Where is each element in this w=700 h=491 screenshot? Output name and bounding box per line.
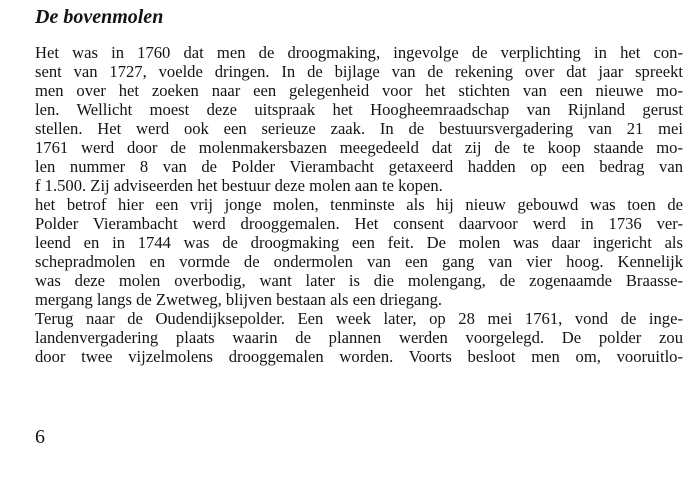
text-line: sent van 1727, voelde dringen. In de bijlage van de rekening over dat jaar spreekt bbox=[35, 62, 683, 81]
body-text bbox=[35, 43, 683, 366]
text-line: leend en in 1744 was de droogmaking een feit. De molen was daar ingericht als bbox=[35, 233, 683, 252]
section-title: De bovenmolen bbox=[35, 6, 164, 28]
text-line: schepradmolen en vormde de ondermolen van een gang van vier hoog. Kennelijk bbox=[35, 252, 683, 271]
text-line: het betrof hier een vrij jonge molen, tenminste als hij nieuw gebouwd was toen de bbox=[35, 195, 683, 214]
text-line: landenvergadering plaats waarin de plannen werden voorgelegd. De polder zou bbox=[35, 328, 683, 347]
text-line: mergang langs de Zwetweg, blijven bestaan als een driegang. bbox=[35, 290, 443, 309]
text-line: f 1.500. Zij adviseerden het bestuur deze molen aan te kopen. bbox=[35, 176, 443, 195]
text-line: was deze molen overbodig, want later is die molengang, de zogenaamde Braasse- bbox=[35, 271, 683, 290]
text-line: men over het zoeken naar een gelegenheid voor het stichten van een nieuwe mo- bbox=[35, 81, 683, 100]
text-line: Het was in 1760 dat men de droogmaking, ingevolge de verplichting in het con- bbox=[35, 43, 683, 62]
text-line: door twee vijzelmolens drooggemalen worden. Voorts besloot men om, vooruitlo- bbox=[35, 347, 683, 366]
text-line: Terug naar de Oudendijksepolder. Een week later, op 28 mei 1761, vond de inge- bbox=[35, 309, 683, 328]
text-line: len. Wellicht moest deze uitspraak het Hoogheemraadschap van Rijnland gerust bbox=[35, 100, 683, 119]
text-line: 1761 werd door de molenmakersbazen meegedeeld dat zij de te koop staande mo- bbox=[35, 138, 683, 157]
text-line: stellen. Het werd ook een serieuze zaak. In de bestuursvergadering van 21 mei bbox=[35, 119, 683, 138]
page-number: 6 bbox=[35, 426, 45, 448]
text-line: Polder Vierambacht werd drooggemalen. Het consent daarvoor werd in 1736 ver- bbox=[35, 214, 683, 233]
text-line: len nummer 8 van de Polder Vierambacht getaxeerd hadden op een bedrag van bbox=[35, 157, 683, 176]
